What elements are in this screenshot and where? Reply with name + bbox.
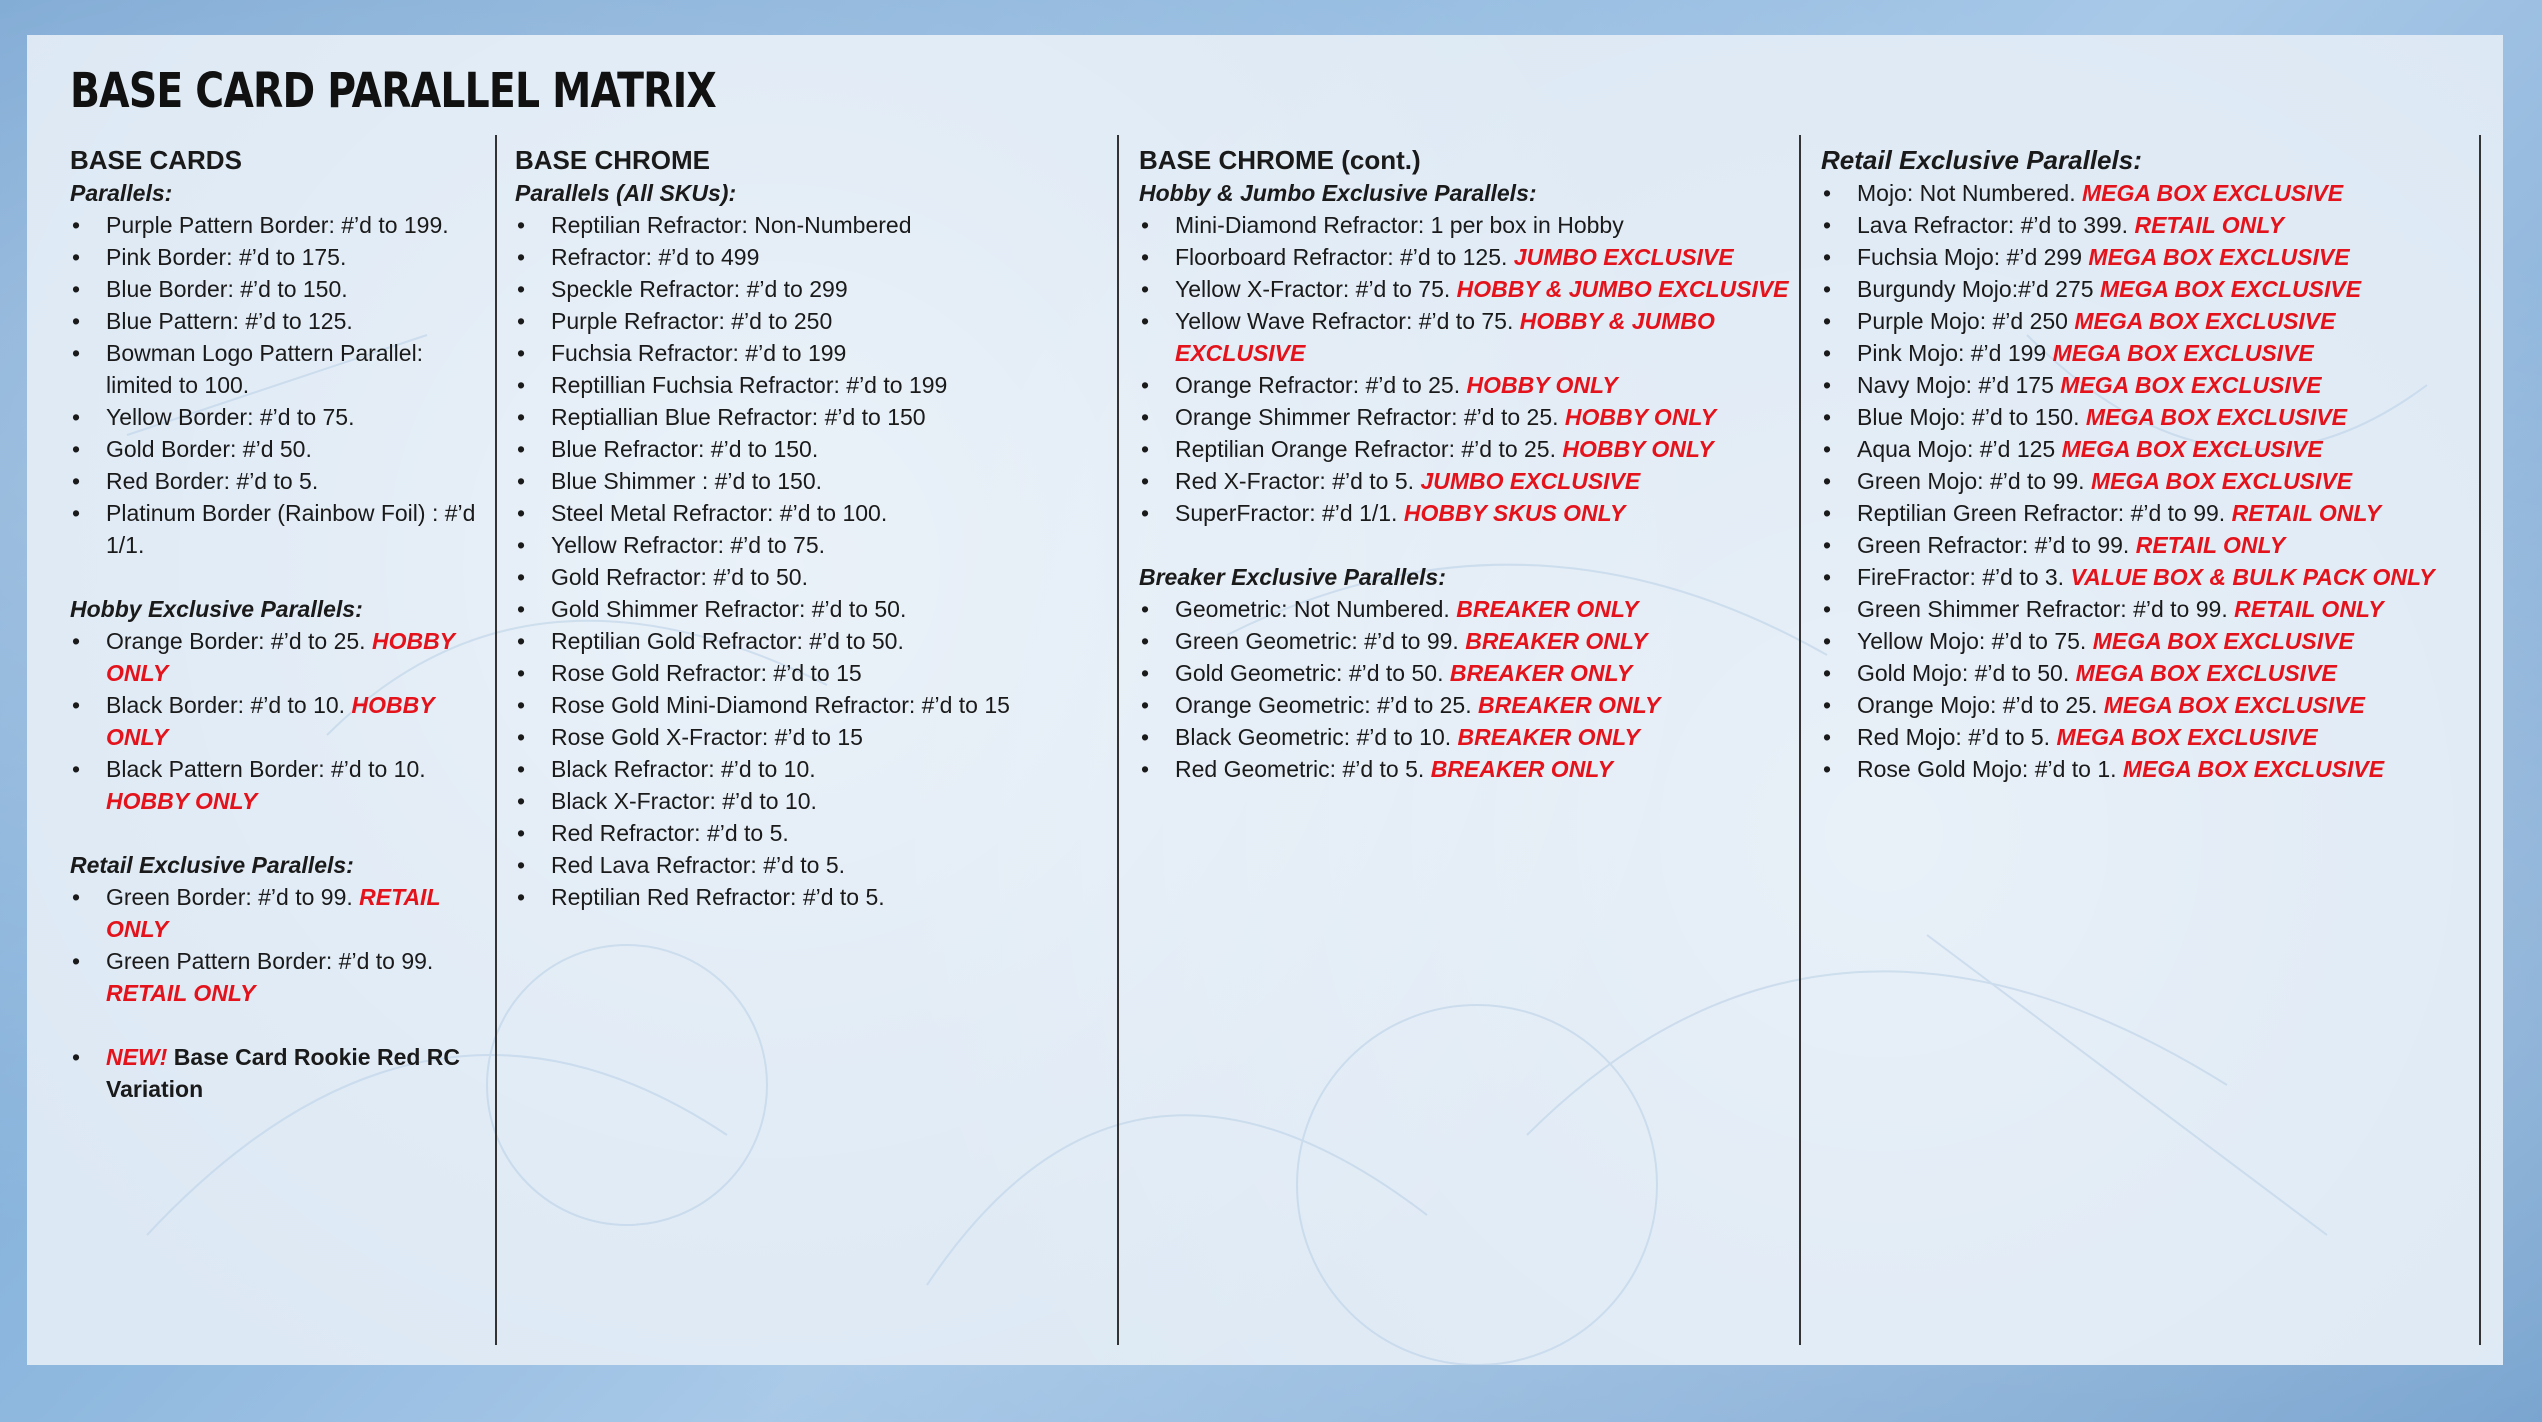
exclusivity-tag: RETAIL ONLY [2231, 500, 2382, 526]
list-item [515, 273, 1105, 305]
exclusivity-tag: HOBBY ONLY [106, 788, 258, 814]
list-item [515, 721, 1105, 753]
exclusivity-tag: JUMBO EXCLUSIVE [1420, 468, 1641, 494]
subsection-heading: Retail Exclusive Parallels: [1821, 145, 2142, 175]
column-divider [1117, 135, 1119, 1345]
item-text: Orange Refractor: #’d to 25. [1175, 372, 1461, 398]
list-item [70, 945, 480, 1009]
item-text: Blue Border: #’d to 150. [106, 276, 348, 302]
list-item [1821, 561, 2471, 593]
item-text: Yellow Refractor: #’d to 75. [551, 532, 826, 558]
new-badge: NEW! [106, 1044, 168, 1070]
list-item [70, 337, 480, 401]
list-item [1139, 593, 1789, 625]
list-item [515, 209, 1105, 241]
list-item [515, 593, 1105, 625]
item-text: Fuchsia Refractor: #’d to 199 [551, 340, 847, 366]
exclusivity-tag: VALUE BOX & BULK PACK ONLY [2070, 564, 2435, 590]
list-item [1139, 753, 1789, 785]
list-item [1139, 369, 1789, 401]
exclusivity-tag: JUMBO EXCLUSIVE [1513, 244, 1734, 270]
list-item [70, 273, 480, 305]
item-text: Black Refractor: #’d to 10. [551, 756, 816, 782]
item-text: Gold Mojo: #’d to 50. [1857, 660, 2070, 686]
item-text: Lava Refractor: #’d to 399. [1857, 212, 2129, 238]
item-text: Orange Geometric: #’d to 25. [1175, 692, 1472, 718]
list-item [515, 689, 1105, 721]
list-item [515, 401, 1105, 433]
list-item [1821, 337, 2471, 369]
exclusivity-tag: BREAKER ONLY [1456, 596, 1639, 622]
list-item [1821, 657, 2471, 689]
exclusivity-tag: BREAKER ONLY [1457, 724, 1640, 750]
item-text: Floorboard Refractor: #’d to 125. [1175, 244, 1508, 270]
exclusivity-tag: RETAIL ONLY [2135, 532, 2286, 558]
item-text: Platinum Border (Rainbow Foil) : #’d 1/1. [106, 500, 476, 558]
list-item [1139, 689, 1789, 721]
item-text: Mojo: Not Numbered. [1857, 180, 2076, 206]
list-item [515, 433, 1105, 465]
item-text: Red Mojo: #’d to 5. [1857, 724, 2051, 750]
exclusivity-tag: BREAKER ONLY [1478, 692, 1661, 718]
matrix-panel [27, 35, 2503, 1365]
list-item [1139, 721, 1789, 753]
item-text: Reptillian Fuchsia Refractor: #’d to 199 [551, 372, 948, 398]
list-item [1139, 465, 1789, 497]
subsection-heading: Breaker Exclusive Parallels: [1139, 564, 1446, 590]
subsection-heading: Parallels (All SKUs): [515, 180, 737, 206]
base-chrome-cont-column [1139, 143, 1789, 785]
list-item [70, 625, 480, 689]
exclusivity-tag: MEGA BOX EXCLUSIVE [2088, 244, 2350, 270]
item-text: Green Geometric: #’d to 99. [1175, 628, 1459, 654]
list-item [70, 209, 480, 241]
item-text: Green Refractor: #’d to 99. [1857, 532, 2130, 558]
item-text: Fuchsia Mojo: #’d 299 [1857, 244, 2083, 270]
item-text: Red Refractor: #’d to 5. [551, 820, 789, 846]
list-item [70, 465, 480, 497]
list-item [515, 753, 1105, 785]
item-text: Rose Gold Mini-Diamond Refractor: #’d to 15 [551, 692, 1010, 718]
exclusivity-tag: MEGA BOX EXCLUSIVE [2092, 628, 2354, 654]
item-text: SuperFractor: #’d 1/1. [1175, 500, 1398, 526]
exclusivity-tag: HOBBY ONLY [106, 692, 435, 750]
exclusivity-tag: MEGA BOX EXCLUSIVE [2122, 756, 2385, 782]
exclusivity-tag: HOBBY ONLY [1466, 372, 1618, 398]
list-item [515, 625, 1105, 657]
list-item [1139, 305, 1789, 369]
item-text: Bowman Logo Pattern Parallel: limited to 100. [106, 340, 424, 398]
exclusivity-tag: MEGA BOX EXCLUSIVE [2052, 340, 2314, 366]
hobby-list [1139, 209, 1789, 529]
list-item [70, 497, 480, 561]
list-item [1821, 689, 2471, 721]
item-text: Reptilian Refractor: Non-Numbered [551, 212, 912, 238]
item-text: Green Shimmer Refractor: #’d to 99. [1857, 596, 2228, 622]
item-text: Blue Mojo: #’d to 150. [1857, 404, 2080, 430]
item-text: Pink Border: #’d to 175. [106, 244, 347, 270]
exclusivity-tag: MEGA BOX EXCLUSIVE [2060, 372, 2322, 398]
exclusivity-tag: HOBBY ONLY [1562, 436, 1714, 462]
list-item [70, 433, 480, 465]
exclusivity-tag: RETAIL ONLY [2234, 596, 2384, 622]
list-item [1139, 657, 1789, 689]
base-cards-column [70, 143, 480, 1105]
page-title: BASE CARD PARALLEL MATRIX [70, 63, 716, 119]
exclusivity-tag: MEGA BOX EXCLUSIVE [2085, 404, 2348, 430]
column-divider [495, 135, 497, 1345]
list-item [515, 465, 1105, 497]
item-text: Rose Gold Refractor: #’d to 15 [551, 660, 862, 686]
list-item [70, 401, 480, 433]
item-text: Reptiallian Blue Refractor: #’d to 150 [551, 404, 926, 430]
item-text: Blue Shimmer : #’d to 150. [551, 468, 823, 494]
list-item [1139, 625, 1789, 657]
list-item [1139, 497, 1789, 529]
list-item [70, 305, 480, 337]
exclusivity-tag: BREAKER ONLY [1465, 628, 1648, 654]
parallels-list [515, 209, 1105, 913]
list-item [70, 689, 480, 753]
list-item [515, 337, 1105, 369]
item-text: Yellow Wave Refractor: #’d to 75. [1175, 308, 1514, 334]
item-text: Black Pattern Border: #’d to 10. [106, 756, 426, 782]
list-item [1821, 593, 2471, 625]
item-text: Aqua Mojo: #’d 125 [1857, 436, 2056, 462]
section-heading: BASE CARDS [70, 145, 242, 175]
list-item [515, 881, 1105, 913]
item-text: Speckle Refractor: #’d to 299 [551, 276, 848, 302]
item-text: Orange Shimmer Refractor: #’d to 25. [1175, 404, 1559, 430]
list-item [1821, 625, 2471, 657]
exclusivity-tag: MEGA BOX EXCLUSIVE [2075, 660, 2337, 686]
item-text: Blue Pattern: #’d to 125. [106, 308, 353, 334]
retail-exclusive-column [1821, 143, 2471, 785]
subsection-heading: Hobby Exclusive Parallels: [70, 596, 363, 622]
exclusivity-tag: RETAIL ONLY [2134, 212, 2284, 238]
list-item [1139, 273, 1789, 305]
item-text: Reptilian Red Refractor: #’d to 5. [551, 884, 885, 910]
item-text: Yellow X-Fractor: #’d to 75. [1175, 276, 1451, 302]
item-text: Gold Refractor: #’d to 50. [551, 564, 808, 590]
item-text: Reptilian Orange Refractor: #’d to 25. [1175, 436, 1556, 462]
item-text: Purple Mojo: #’d 250 [1857, 308, 2068, 334]
exclusivity-tag: HOBBY ONLY [1564, 404, 1717, 430]
column-divider [2479, 135, 2481, 1345]
list-item [1821, 465, 2471, 497]
exclusivity-tag: MEGA BOX EXCLUSIVE [2103, 692, 2365, 718]
base-chrome-column [515, 143, 1105, 913]
list-item [515, 817, 1105, 849]
column-divider [1799, 135, 1801, 1345]
item-text: Red Geometric: #’d to 5. [1175, 756, 1425, 782]
item-text: Pink Mojo: #’d 199 [1857, 340, 2047, 366]
hobby-list [70, 625, 480, 817]
list-item [515, 657, 1105, 689]
item-text: Gold Border: #’d 50. [106, 436, 312, 462]
list-item [1821, 401, 2471, 433]
exclusivity-tag: MEGA BOX EXCLUSIVE [2081, 180, 2344, 206]
new-variation-list [70, 1041, 480, 1105]
list-item [1821, 209, 2471, 241]
item-text: Green Pattern Border: #’d to 99. [106, 948, 434, 974]
list-item [70, 241, 480, 273]
item-text: Green Mojo: #’d to 99. [1857, 468, 2085, 494]
list-item [515, 497, 1105, 529]
item-text: Purple Pattern Border: #’d to 199. [106, 212, 449, 238]
item-text: Reptilian Gold Refractor: #’d to 50. [551, 628, 904, 654]
list-item [515, 561, 1105, 593]
item-text: Orange Border: #’d to 25. [106, 628, 366, 654]
item-text: Rose Gold X-Fractor: #’d to 15 [551, 724, 863, 750]
item-text: Orange Mojo: #’d to 25. [1857, 692, 2098, 718]
list-item [1821, 529, 2471, 561]
exclusivity-tag: BREAKER ONLY [1449, 660, 1633, 686]
list-item [1821, 241, 2471, 273]
item-text: Purple Refractor: #’d to 250 [551, 308, 833, 334]
exclusivity-tag: MEGA BOX EXCLUSIVE [2099, 276, 2362, 302]
item-text: Steel Metal Refractor: #’d to 100. [551, 500, 888, 526]
exclusivity-tag: HOBBY & JUMBO EXCLUSIVE [1456, 276, 1789, 302]
subsection-heading: Parallels: [70, 180, 173, 206]
list-item [1139, 401, 1789, 433]
item-text: Blue Refractor: #’d to 150. [551, 436, 819, 462]
list-item [1821, 433, 2471, 465]
list-item [1821, 753, 2471, 785]
list-item [1139, 209, 1789, 241]
list-item [515, 305, 1105, 337]
list-item [70, 753, 480, 817]
item-text: Reptilian Green Refractor: #’d to 99. [1857, 500, 2226, 526]
list-item [1821, 305, 2471, 337]
breaker-list [1139, 593, 1789, 785]
item-text: Green Border: #’d to 99. [106, 884, 353, 910]
item-text: Rose Gold Mojo: #’d to 1. [1857, 756, 2117, 782]
item-text: Red X-Fractor: #’d to 5. [1175, 468, 1415, 494]
item-text: Black Border: #’d to 10. [106, 692, 346, 718]
retail-list [1821, 177, 2471, 785]
list-item [70, 1041, 480, 1105]
list-item [515, 241, 1105, 273]
section-heading: BASE CHROME [515, 145, 711, 175]
list-item [515, 849, 1105, 881]
list-item [1821, 369, 2471, 401]
item-text: Geometric: Not Numbered. [1175, 596, 1450, 622]
list-item [1139, 433, 1789, 465]
item-text: Burgundy Mojo:#’d 275 [1857, 276, 2094, 302]
list-item [1139, 241, 1789, 273]
list-item [1821, 273, 2471, 305]
retail-list [70, 881, 480, 1009]
exclusivity-tag: RETAIL ONLY [106, 884, 441, 942]
exclusivity-tag: HOBBY & JUMBO EXCLUSIVE [1175, 308, 1715, 366]
list-item [515, 529, 1105, 561]
subsection-heading: Hobby & Jumbo Exclusive Parallels: [1139, 180, 1537, 206]
list-item [1821, 497, 2471, 529]
item-text: Refractor: #’d to 499 [551, 244, 760, 270]
item-text: Base Card Rookie Red RC Variation [106, 1044, 461, 1102]
exclusivity-tag: MEGA BOX EXCLUSIVE [2090, 468, 2353, 494]
item-text: Gold Shimmer Refractor: #’d to 50. [551, 596, 907, 622]
list-item [1821, 721, 2471, 753]
item-text: Black Geometric: #’d to 10. [1175, 724, 1452, 750]
exclusivity-tag: BREAKER ONLY [1430, 756, 1613, 782]
item-text: Red Lava Refractor: #’d to 5. [551, 852, 846, 878]
item-text: Yellow Border: #’d to 75. [106, 404, 355, 430]
subsection-heading: Retail Exclusive Parallels: [70, 852, 354, 878]
item-text: Gold Geometric: #’d to 50. [1175, 660, 1444, 686]
item-text: Black X-Fractor: #’d to 10. [551, 788, 817, 814]
list-item [515, 369, 1105, 401]
exclusivity-tag: MEGA BOX EXCLUSIVE [2056, 724, 2318, 750]
item-text: FireFractor: #’d to 3. [1857, 564, 2065, 590]
item-text: Yellow Mojo: #’d to 75. [1857, 628, 2087, 654]
exclusivity-tag: MEGA BOX EXCLUSIVE [2061, 436, 2323, 462]
list-item [515, 785, 1105, 817]
exclusivity-tag: RETAIL ONLY [106, 980, 256, 1006]
exclusivity-tag: MEGA BOX EXCLUSIVE [2074, 308, 2336, 334]
item-text: Mini-Diamond Refractor: 1 per box in Hobby [1175, 212, 1624, 238]
parallels-list [70, 209, 480, 561]
exclusivity-tag: HOBBY ONLY [106, 628, 455, 686]
list-item [1821, 177, 2471, 209]
list-item [70, 881, 480, 945]
item-text: Navy Mojo: #’d 175 [1857, 372, 2054, 398]
item-text: Red Border: #’d to 5. [106, 468, 319, 494]
section-heading: BASE CHROME (cont.) [1139, 145, 1421, 175]
exclusivity-tag: HOBBY SKUS ONLY [1403, 500, 1626, 526]
